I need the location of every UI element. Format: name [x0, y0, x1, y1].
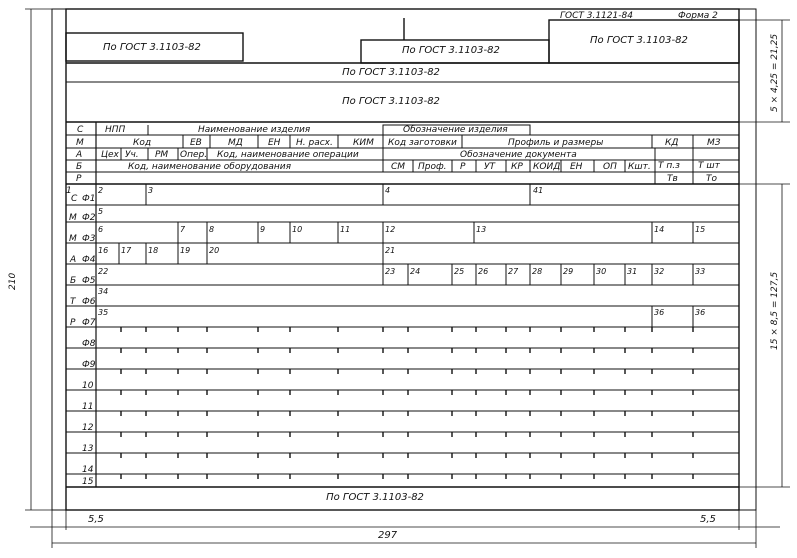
header-box-left: По ГОСТ 3.1103-82	[103, 42, 201, 53]
field-ceh: Цех	[101, 150, 119, 160]
field-oper: Опер.	[180, 150, 208, 160]
row-label-c: С	[71, 194, 78, 204]
field-number: 30	[596, 267, 607, 276]
field-prof: Проф.	[418, 162, 447, 172]
field-number: 41	[533, 186, 544, 195]
field-number: 19	[180, 246, 191, 255]
row-label-13: 13	[82, 444, 94, 454]
field-rm: РМ	[155, 150, 169, 160]
row-label-10: 10	[82, 381, 94, 391]
header-box-middle: По ГОСТ 3.1103-82	[402, 45, 500, 56]
row-label-f3: Ф3	[82, 234, 96, 244]
field-number: 9	[260, 225, 266, 234]
row-label-r: Р	[70, 318, 76, 328]
field-number: 26	[478, 267, 489, 276]
row-label-t: Т	[70, 297, 76, 307]
field-md: МД	[228, 138, 243, 148]
dim-width: 297	[378, 530, 398, 541]
row-label-f1: Ф1	[82, 194, 96, 204]
field-number: 27	[508, 267, 519, 276]
field-number: 36	[654, 308, 665, 317]
row-label-12: 12	[82, 423, 94, 433]
dim-left-margin: 5,5	[88, 514, 104, 525]
field-number: 2	[98, 186, 104, 195]
field-kod-obor: Код, наименование оборудования	[128, 162, 292, 172]
field-number: 3	[148, 186, 154, 195]
field-number: 12	[385, 225, 396, 234]
field-number: 11	[340, 225, 351, 234]
gost-standard: ГОСТ 3.1121-84	[560, 11, 633, 21]
field-number: 15	[695, 225, 706, 234]
field-tsht: Т шт	[698, 161, 720, 171]
field-ev: ЕВ	[190, 138, 202, 148]
field-number: 34	[98, 287, 109, 296]
field-kod-zag: Код заготовки	[388, 138, 457, 148]
field-product-designation: Обозначение изделия	[403, 125, 508, 135]
field-number: 28	[532, 267, 543, 276]
field-tv: Тв	[667, 174, 678, 184]
field-number: 32	[654, 267, 665, 276]
field-op: ОП	[603, 162, 617, 172]
field-number: 25	[454, 267, 465, 276]
row-label-f9: Ф9	[82, 360, 96, 370]
field-number: 31	[627, 267, 638, 276]
field-number: 22	[98, 267, 109, 276]
field-number: 7	[180, 225, 186, 234]
field-number: 20	[209, 246, 220, 255]
row-label-a: А	[70, 255, 77, 265]
row-label-1: 1	[66, 186, 72, 196]
field-ksht: Кшт.	[628, 162, 651, 172]
field-kod-oper: Код, наименование операции	[217, 150, 359, 160]
row-label-14: 14	[82, 465, 94, 475]
field-number: 33	[695, 267, 706, 276]
field-kd: КД	[665, 138, 679, 148]
field-n-rash: Н. расх.	[296, 138, 333, 148]
row-label-f5: Ф5	[82, 276, 96, 286]
row-label-f2: Ф2	[82, 213, 96, 223]
field-profil: Профиль и размеры	[508, 138, 604, 148]
field-number: 6	[98, 225, 104, 234]
field-koid: КОИД	[533, 162, 561, 172]
field-number: 36	[695, 308, 706, 317]
row-label-f4: Ф4	[82, 255, 96, 265]
header-line-2: По ГОСТ 3.1103-82	[342, 96, 440, 107]
row-label-f8: Ф8	[82, 339, 96, 349]
row-letter-c: С	[77, 125, 84, 135]
field-kr: КР	[511, 162, 523, 172]
field-uch: Уч.	[125, 150, 139, 160]
field-npp: НПП	[105, 125, 126, 135]
row-label-m2: М	[69, 234, 77, 244]
field-ut: УТ	[484, 162, 495, 172]
dim-header-height: 5 × 4,25 = 21,25	[770, 33, 780, 112]
dim-right-margin: 5,5	[700, 514, 716, 525]
field-oboz-doc: Обозначение документа	[460, 150, 577, 160]
field-number: 17	[121, 246, 132, 255]
field-number: 8	[209, 225, 215, 234]
form-number: Форма 2	[678, 11, 718, 21]
field-number: 4	[385, 186, 391, 195]
field-en-b: ЕН	[570, 162, 583, 172]
row-letter-m: М	[76, 138, 84, 148]
row-label-11: 11	[82, 402, 94, 412]
header-box-right: По ГОСТ 3.1103-82	[590, 35, 688, 46]
row-label-b: Б	[70, 276, 77, 286]
row-label-15: 15	[82, 477, 94, 487]
dim-rows-height: 15 × 8,5 = 127,5	[770, 271, 780, 350]
field-number: 10	[292, 225, 303, 234]
row-letter-b: Б	[76, 162, 83, 172]
field-number: 14	[654, 225, 665, 234]
field-sm: СМ	[391, 162, 406, 172]
field-number: 18	[148, 246, 159, 255]
field-mz: МЗ	[707, 138, 721, 148]
field-number: 16	[98, 246, 109, 255]
field-number: 21	[385, 246, 396, 255]
row-letter-a: А	[76, 150, 83, 160]
header-line-1: По ГОСТ 3.1103-82	[342, 67, 440, 78]
field-number: 35	[98, 308, 109, 317]
footer-line: По ГОСТ 3.1103-82	[326, 492, 424, 503]
row-letter-r: Р	[76, 174, 82, 184]
field-number: 24	[410, 267, 421, 276]
row-label-m1: М	[69, 213, 77, 223]
field-number: 23	[385, 267, 396, 276]
field-r: Р	[460, 162, 466, 172]
row-label-f6: Ф6	[82, 297, 96, 307]
field-number: 29	[563, 267, 574, 276]
field-kim: КИМ	[353, 138, 374, 148]
dim-height: 210	[8, 272, 18, 290]
field-number: 5	[98, 207, 104, 216]
field-to: То	[706, 174, 718, 184]
field-kod: Код	[133, 138, 152, 148]
row-label-f7: Ф7	[82, 318, 96, 328]
field-number: 13	[476, 225, 487, 234]
field-product-name: Наименование изделия	[198, 125, 311, 135]
field-en: ЕН	[268, 138, 281, 148]
field-tpz: Т п.з	[658, 161, 680, 171]
